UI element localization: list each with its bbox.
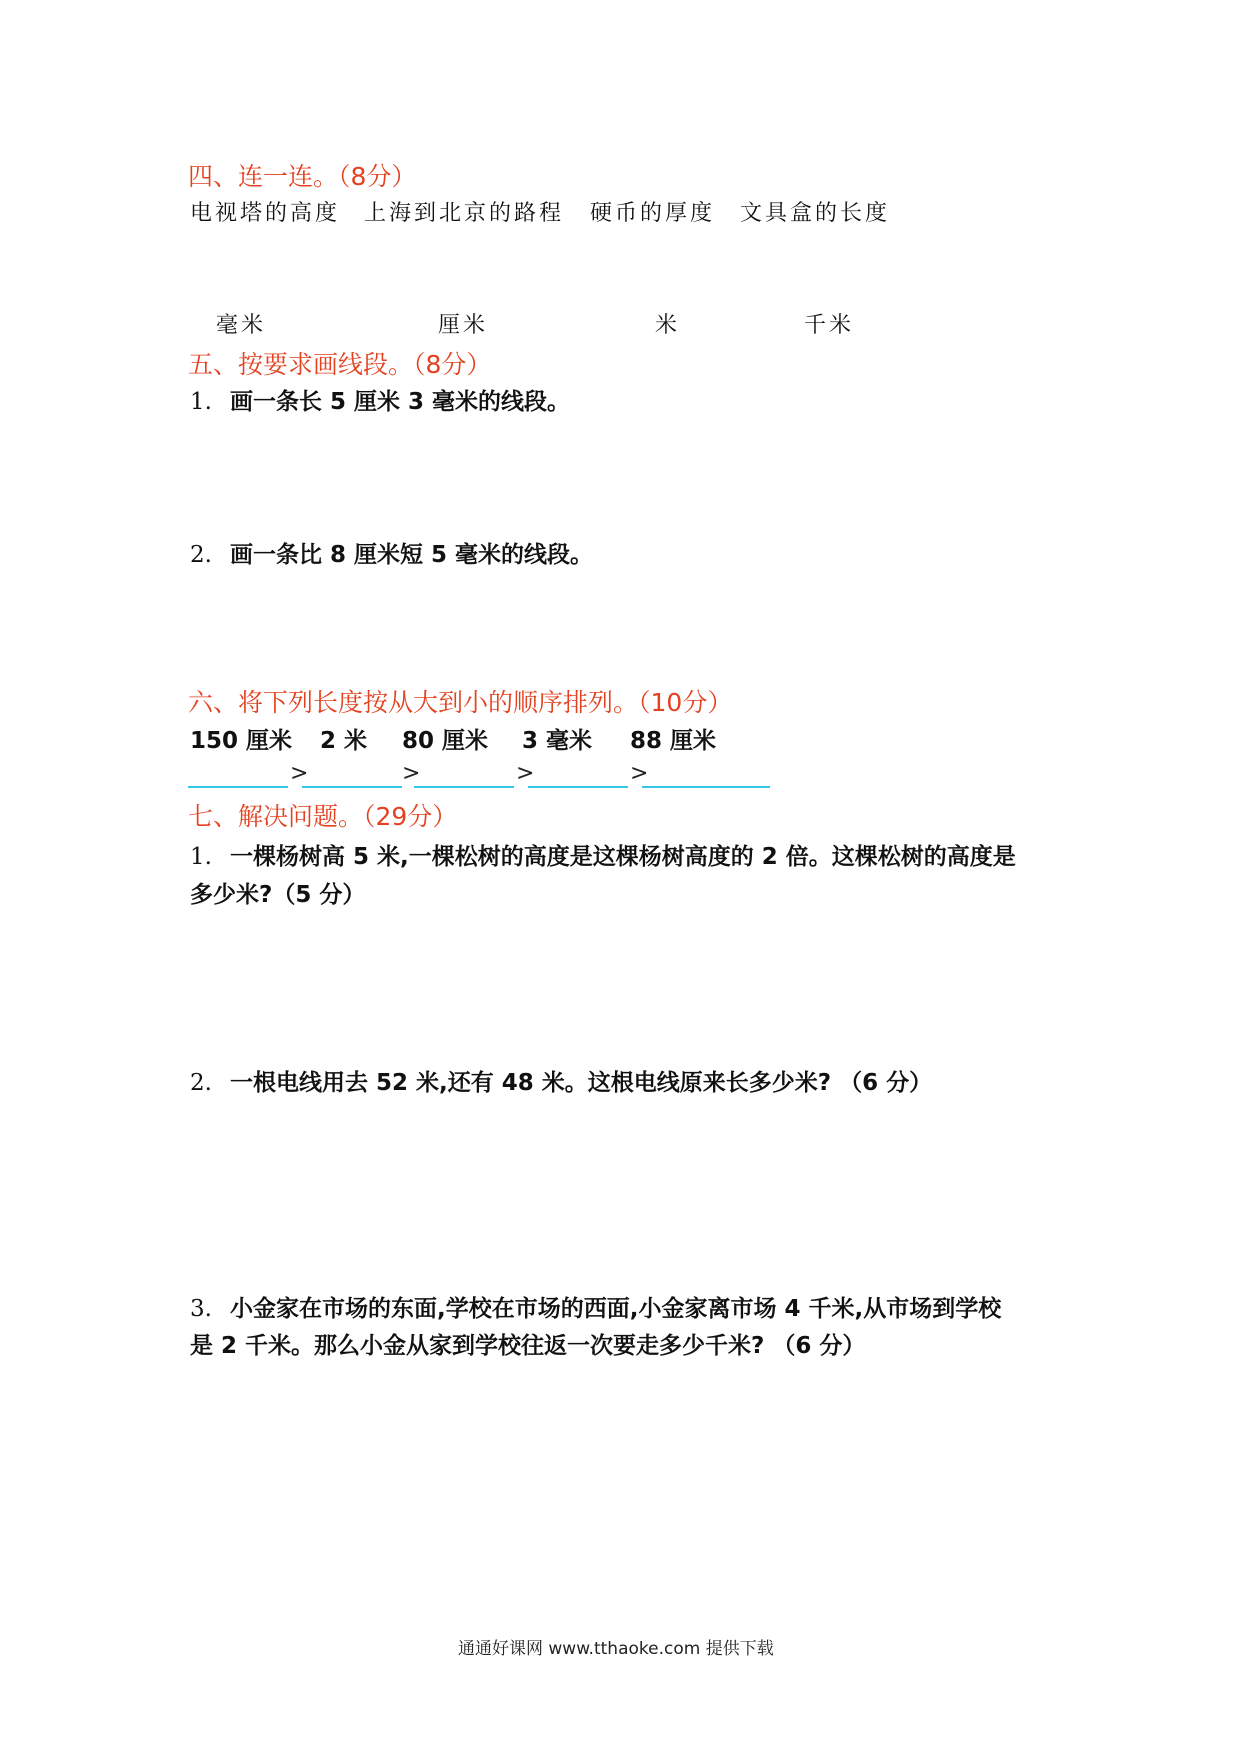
section7-question-3 [190, 1290, 1001, 1323]
match-item-pencil-box: 文具盒的长度 [740, 201, 891, 226]
answer-blank-4[interactable] [528, 786, 628, 788]
footer-credit: 通通好课网 www.tthaoke.com 提供下载 [458, 1639, 774, 1659]
greater-than-sign-3: > [516, 761, 535, 786]
greater-than-sign-1: > [290, 761, 309, 786]
length-88cm: 88 厘米 [630, 728, 717, 754]
match-item-coin-thickness: 硬币的厚度 [590, 201, 716, 226]
section5-question-2 [190, 536, 593, 569]
unit-meter: 米 [655, 313, 681, 338]
unit-millimeter: 毫米 [216, 313, 267, 338]
question-number: 1. [190, 389, 212, 415]
question-number: 2. [190, 1070, 212, 1096]
question-text-line1: 一棵杨树高 5 米,一棵松树的高度是这棵杨树高度的 2 倍。这棵松树的高度是 [229, 844, 1016, 870]
answer-blank-1[interactable] [188, 786, 288, 788]
answer-blank-2[interactable] [302, 786, 402, 788]
unit-kilometer: 千米 [804, 313, 855, 338]
section5-question-1 [190, 383, 570, 416]
section7-question-1-cont: 多少米?（5 分） [190, 882, 366, 908]
section5-title: 五、按要求画线段。（8分） [188, 350, 492, 379]
section6-title: 六、将下列长度按从大到小的顺序排列。（10分） [188, 688, 733, 717]
question-text: 画一条比 8 厘米短 5 毫米的线段。 [229, 542, 594, 568]
length-80cm: 80 厘米 [402, 728, 489, 754]
answer-blank-3[interactable] [414, 786, 514, 788]
match-item-tv-tower: 电视塔的高度 [190, 201, 341, 226]
question-text-line1: 小金家在市场的东面,学校在市场的西面,小金家离市场 4 千米,从市场到学校 [229, 1296, 1002, 1322]
length-150cm: 150 厘米 [190, 728, 293, 754]
question-text: 画一条长 5 厘米 3 毫米的线段。 [229, 389, 571, 415]
question-number: 2. [190, 542, 212, 568]
greater-than-sign-4: > [630, 761, 649, 786]
question-number: 1. [190, 844, 212, 870]
length-3mm: 3 毫米 [522, 728, 593, 754]
unit-centimeter: 厘米 [438, 313, 489, 338]
greater-than-sign-2: > [402, 761, 421, 786]
section7-question-3-cont: 是 2 千米。那么小金从家到学校往返一次要走多少千米? （6 分） [190, 1333, 866, 1359]
section7-question-2 [190, 1064, 932, 1097]
section7-title: 七、解决问题。（29分） [188, 802, 458, 831]
section4-title: 四、连一连。（8分） [188, 162, 417, 191]
length-2m: 2 米 [320, 728, 368, 754]
question-number: 3. [190, 1296, 212, 1322]
section7-question-1 [190, 838, 1016, 871]
question-text-line1: 一根电线用去 52 米,还有 48 米。这根电线原来长多少米? （6 分） [229, 1070, 933, 1096]
answer-blank-5[interactable] [642, 786, 770, 788]
match-item-shanghai-beijing: 上海到北京的路程 [364, 201, 565, 226]
